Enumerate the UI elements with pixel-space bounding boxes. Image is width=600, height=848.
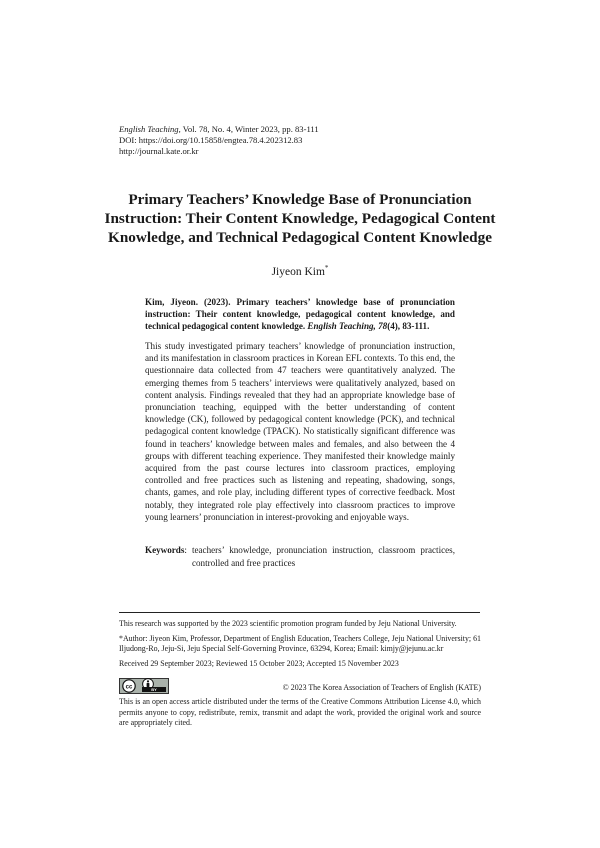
funding-note: This research was supported by the 2023 scientific promotion program funded by Jeju National University. xyxy=(119,619,457,628)
footnote-divider xyxy=(119,612,480,613)
keywords-text: teachers’ knowledge, pronunciation instruction, classroom practices, controlled and free practices xyxy=(191,545,455,568)
dates-note: Received 29 September 2023; Reviewed 15 October 2023; Accepted 15 November 2023 xyxy=(119,658,399,668)
author-line xyxy=(0,264,600,278)
author-info-note: *Author: Jiyeon Kim, Professor, Department of English Education, Teachers College, Jeju National University; 61 Iljudong-Ro, Jeju-Si, Jeju Special Self-Governing Province, 63294, Korea; Email: kimjy@jejunu.ac.kr xyxy=(119,633,481,654)
journal-header xyxy=(119,124,489,157)
keywords-block xyxy=(145,544,455,569)
cc-by-badge[interactable] xyxy=(119,678,169,694)
citation-prefix: Kim, Jiyeon. (2023). Primary teachers’ knowledge base of pronunciation instruction: Their content knowledge, pedagogical content knowledge, and technical pedagogical content knowledge. xyxy=(145,297,455,332)
cc-icon xyxy=(122,679,136,693)
abstract-text: This study investigated primary teachers’ knowledge of pronunciation instruction, and its manifestation in classroom practices in Korean EFL contexts. To this end, the questionnaire data collected from 47 teachers were quantitatively analyzed. The emerging themes from 5 teachers’ interviews were qualitatively analyzed, based on content analysis. Findings revealed that they had an appropriate knowledge base of pronunciation teaching, equipped with the better understanding of content knowledge (CK), followed by pedagogical content knowledge (PCK), and technical pedagogical content knowledge (TPACK). No statistically significant difference was found in teachers’ knowledge between males and females, and also between the 4 groups with different teaching experience. They manifested their knowledge mainly acquired from the past course lectures into classroom practices, employing controlled and free practices such as listening and repeating, shadowing, songs, chants, games, and role play, including different types of corrective feedback. Most notably, they integrated role play effectively into classroom practices to improve young learners’ pronunciation in interest-provoking and enjoyable ways. xyxy=(145,341,455,522)
journal-url[interactable]: http://journal.kate.or.kr xyxy=(119,146,199,156)
license-top-row xyxy=(119,678,481,694)
citation-journal: English Teaching, 78 xyxy=(307,321,388,332)
keywords-label: Keywords xyxy=(145,545,185,555)
license-block xyxy=(119,678,481,729)
author-footnote-mark: * xyxy=(324,264,329,272)
footnotes xyxy=(119,619,481,673)
journal-issue: , Vol. 78, No. 4, Winter 2023, pp. 83-111 xyxy=(178,124,319,134)
author-name: Jiyeon Kim xyxy=(271,265,325,278)
citation-suffix: (4), 83-111. xyxy=(387,321,430,332)
copyright-notice: © 2023 The Korea Association of Teachers of English (KATE) xyxy=(282,683,481,693)
by-label: BY xyxy=(142,687,166,692)
svg-text:cc: cc xyxy=(125,684,133,691)
license-text: This is an open access article distributed under the terms of the Creative Commons Attribution License 4.0, which permits anyone to copy, redistribute, remix, transmit and adapt the work, provided the original work and source are appropriately cited. xyxy=(119,697,481,728)
journal-citation-line xyxy=(119,124,489,135)
keywords-colon: : xyxy=(184,545,187,555)
citation-block xyxy=(145,296,455,333)
journal-name: English Teaching xyxy=(119,124,179,134)
article-title: Primary Teachers’ Knowledge Base of Pronunciation Instruction: Their Content Knowledge, Pedagogical Content Knowledge, and Technical Pedagogical Content Knowledge xyxy=(104,191,496,246)
doi-line[interactable]: DOI: https://doi.org/10.15858/engtea.78.4.202312.83 xyxy=(119,135,303,145)
